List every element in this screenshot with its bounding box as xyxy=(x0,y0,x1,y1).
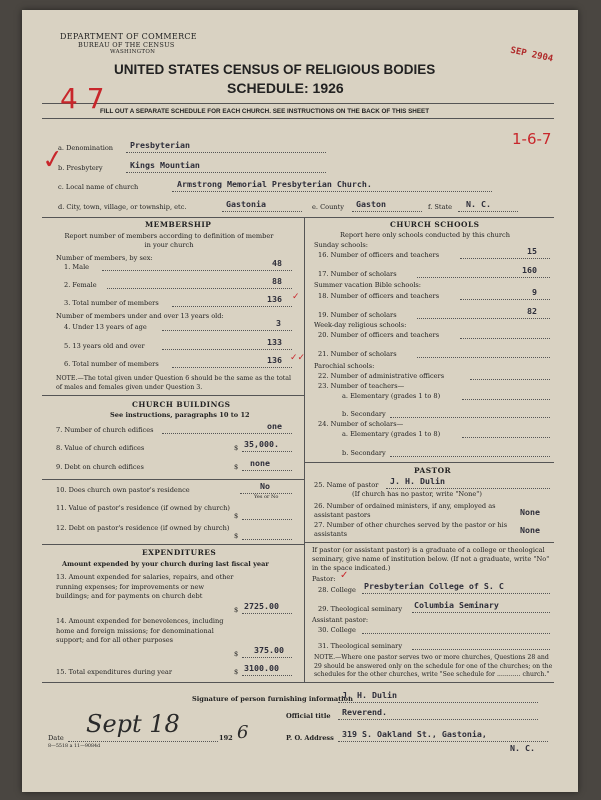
state-value: N. C. xyxy=(466,199,491,209)
denomination-label: a. Denomination xyxy=(58,144,114,152)
q14-value: 375.00 xyxy=(254,645,284,655)
q4-label: 4. Under 13 years of age xyxy=(64,323,147,331)
q7-label: 7. Number of church edifices xyxy=(56,426,154,434)
received-stamp: SEP 2904 xyxy=(509,45,554,65)
q8-value: 35,000. xyxy=(244,439,279,449)
po-address-value: 319 S. Oakland St., Gastonia, xyxy=(342,729,487,739)
county-value: Gaston xyxy=(356,199,386,209)
q23a-label: a. Elementary (grades 1 to 8) xyxy=(342,392,441,400)
q8-label: 8. Value of church edifices xyxy=(56,444,145,452)
church-name-value: Armstrong Memorial Presbyterian Church. xyxy=(177,179,372,189)
q27-label: 27. Number of other churches served by the pastor or his assistants xyxy=(314,521,508,538)
date-value: Sept 18 xyxy=(86,710,180,738)
q13-label: 13. Amount expended for salaries, repairs, and other running expenses; for improvements or new buildings; and for payments on church debt xyxy=(56,573,234,600)
q30-label: 30. College xyxy=(318,626,356,634)
q16-label: 16. Number of officers and teachers xyxy=(318,251,440,259)
date-label: Date xyxy=(48,734,64,742)
q5-label: 5. 13 years old and over xyxy=(64,342,145,350)
q25-label: 25. Name of pastor xyxy=(314,481,379,489)
presbytery-label: b. Presbytery xyxy=(58,164,103,172)
city-town-label: d. City, town, village, or township, etc. xyxy=(58,203,187,211)
sunday-label: Sunday schools: xyxy=(314,241,368,249)
q24b-label: b. Secondary xyxy=(342,449,386,457)
county-label: e. County xyxy=(312,203,344,211)
po-address-label: P. O. Address xyxy=(286,734,334,742)
signature-label: Signature of person furnishing information xyxy=(192,695,353,703)
buildings-heading: CHURCH BUILDINGS xyxy=(132,400,231,409)
pastor-heading: PASTOR xyxy=(414,466,452,475)
official-title-label: Official title xyxy=(286,712,331,720)
q7-value: one xyxy=(267,421,282,431)
q5-value: 133 xyxy=(267,337,282,347)
q25-value: J. H. Dulin xyxy=(390,476,445,486)
q19-value: 82 xyxy=(527,306,537,316)
q6-label: 6. Total number of members xyxy=(64,360,159,368)
q1-label: 1. Male xyxy=(64,263,90,271)
official-title-value: Reverend. xyxy=(342,707,387,717)
bureau-label: BUREAU OF THE CENSUS xyxy=(78,41,175,49)
q25-note: (If church has no pastor, write "None") xyxy=(352,490,482,498)
q18-label: 18. Number of officers and teachers xyxy=(318,292,440,300)
q3-value: 136 xyxy=(267,294,282,304)
red-annotation: 4 7 xyxy=(60,82,105,115)
schools-sub: Report here only schools conducted by this church xyxy=(340,231,510,239)
presbytery-value: Kings Mountian xyxy=(130,160,200,170)
state-label: f. State xyxy=(428,203,453,211)
q16-value: 15 xyxy=(527,246,537,256)
q10-value: No xyxy=(260,481,270,491)
q18-value: 9 xyxy=(532,287,537,297)
q6-value: 136 xyxy=(267,355,282,365)
q15-value: 3100.00 xyxy=(244,663,279,673)
q2-value: 88 xyxy=(272,276,282,286)
q28-value: Presbyterian College of S. C xyxy=(364,581,504,591)
po-address-state: N. C. xyxy=(510,743,535,753)
city-town-value: Gastonia xyxy=(226,199,266,209)
pastor-label: Pastor: xyxy=(312,575,336,583)
pastor-note: NOTE.—Where one pastor serves two or more churches, Questions 28 and 29 should be answered only on the schedule for one of the churches; on the schedules for the other churches, write "See schedule for ............ church." xyxy=(314,654,553,678)
expenditures-sub: Amount expended by your church during last fiscal year xyxy=(62,560,269,568)
members-by-sex-label: Number of members, by sex: xyxy=(56,254,153,262)
q23-label: 23. Number of teachers— xyxy=(318,382,405,390)
weekday-label: Week-day religious schools: xyxy=(314,321,407,329)
expenditures-heading: EXPENDITURES xyxy=(142,548,217,557)
q12-label: 12. Debt on pastor's residence (if owned by church) xyxy=(56,524,230,532)
q20-label: 20. Number of officers and teachers xyxy=(318,331,440,339)
q27-value: None xyxy=(520,525,540,535)
denomination-value: Presbyterian xyxy=(130,140,190,150)
q24a-label: a. Elementary (grades 1 to 8) xyxy=(342,430,441,438)
q29-label: 29. Theological seminary xyxy=(318,605,403,613)
q1-value: 48 xyxy=(272,258,282,268)
summer-label: Summer vacation Bible schools: xyxy=(314,281,422,289)
q11-label: 11. Value of pastor's residence (if owned by church) xyxy=(56,504,230,512)
q9-value: none xyxy=(250,458,270,468)
q26-value: None xyxy=(520,507,540,517)
q23b-label: b. Secondary xyxy=(342,410,386,418)
q19-label: 19. Number of scholars xyxy=(318,311,397,319)
q28-label: 28. College xyxy=(318,586,356,594)
parochial-label: Parochial schools: xyxy=(314,362,375,370)
form-subtitle: SCHEDULE: 1926 xyxy=(227,80,344,96)
q15-label: 15. Total expenditures during year xyxy=(56,668,172,676)
q26-label: 26. Number of ordained ministers, if any, employed as assistant pastors xyxy=(314,502,496,519)
department-label: DEPARTMENT OF COMMERCE xyxy=(60,32,197,41)
q17-value: 160 xyxy=(522,265,537,275)
membership-heading: MEMBERSHIP xyxy=(145,220,212,229)
assistant-pastor-label: Assistant pastor: xyxy=(312,616,369,624)
red-annotation-right: 1-6-7 xyxy=(512,130,552,148)
church-name-label: c. Local name of church xyxy=(58,183,139,191)
q13-value: 2725.00 xyxy=(244,601,279,611)
q10-label: 10. Does church own pastor's residence xyxy=(56,486,190,494)
yes-no-hint: Yes or No xyxy=(254,494,279,500)
q2-label: 2. Female xyxy=(64,281,97,289)
q22-label: 22. Number of administrative officers xyxy=(318,372,445,380)
red-check-mark: ✓ xyxy=(40,143,66,177)
city-label: WASHINGTON xyxy=(110,49,156,55)
form-title: UNITED STATES CENSUS OF RELIGIOUS BODIES xyxy=(114,62,436,77)
age-intro: Number of members under and over 13 years old: xyxy=(56,312,224,320)
form-number: 8—5518 a 11—9084d xyxy=(48,744,101,749)
year-value: 6 xyxy=(237,722,249,743)
schools-heading: CHURCH SCHOOLS xyxy=(390,220,480,229)
buildings-sub: See instructions, paragraphs 10 to 12 xyxy=(110,411,250,419)
q21-label: 21. Number of scholars xyxy=(318,350,397,358)
form-instructions: FILL OUT A SEPARATE SCHEDULE FOR EACH CHURCH. SEE INSTRUCTIONS ON THE BACK OF THIS SHEET xyxy=(100,108,430,115)
signature-value: J. H. Dulin xyxy=(342,690,397,700)
membership-note: NOTE.—The total given under Question 6 should be the same as the total of males and females given under Question 3. xyxy=(56,375,292,391)
q3-label: 3. Total number of members xyxy=(64,299,159,307)
q31-label: 31. Theological seminary xyxy=(318,642,403,650)
q9-label: 9. Debt on church edifices xyxy=(56,463,144,471)
q14-label: 14. Amount expended for benevolences, including home and foreign missions; for denominational support; and for all other purposes xyxy=(56,617,224,644)
membership-intro: Report number of members according to definition of member in your church xyxy=(64,232,274,249)
census-schedule-sheet: DEPARTMENT OF COMMERCE BUREAU OF THE CENSUS WASHINGTON UNITED STATES CENSUS OF RELIGIOUS BODIES SCHEDULE: 1926 FILL OUT A SEPARATE SCHEDULE FOR EACH CHURCH. SEE INSTRUCTIONS ON THE BACK OF THIS SHEET SEP 2904 4 7 1-6-7 ✓ a. Denomination Presbyterian b. Presbytery Kings Mountian c. Local name of church Armstrong Memorial Presbyterian Church. d. City, town, village, or township, etc. Gastonia e. County Gaston f. State N. C. MEMBERSHIP Report number of members according to definition of member in your church Number of members, by sex: 1. Male 48 2. Female 88 3. Total number of members 136 ✓ Number of members under and over 13 years old: 4. Under 13 years of age 3 5. 13 years old and over 133 6. Total number of members 136 ✓✓ NOTE.—The total given under Question 6 should be the same as the total of males and females given under Question 3. CHURCH BUILDINGS See instructions, paragraphs 10 to 12 7. Number of church edifices one 8. Value of church edifices $ 35,000. 9. Debt on church edifices $ none 10. Does church own pastor's residence No Yes or No 11. Value of pastor's residence (if owned by church) $ 12. Debt on pastor's residence (if owned by church) $ EXPENDITURES Amount expended by your church during last fiscal year 13. Amount expended for salaries, repairs, and other running expenses; for improvements or new buildings; and for payments on church debt $ 2725.00 14. Amount expended for benevolences, including home and foreign missions; for denominational support; and for all other purposes $ 375.00 15. Total expenditures during year $ 3100.00 CHURCH SCHOOLS Report here only schools conducted by this church Sunday schools: 16. Number of officers and teachers 15 17. Number of scholars 160 Summer vacation Bible schools: 18. Number of officers and teachers 9 19. Number of scholars 82 Week-day religious schools: 20. Number of officers and teachers 21. Number of scholars Parochial schools: 22. Number of administrative officers 23. Number of teachers— a. Elementary (grades 1 to 8) b. Secondary 24. Number of scholars— a. Elementary (grades 1 to 8) b. Secondary PASTOR 25. Name of pastor J. H. Dulin (If church has no pastor, write "None") 26. Number of ordained ministers, if any, employed as assistant pastors None 27. Number of other churches served by the pastor or his assistants None If pastor (or assistant pastor) is a graduate of a college or theological seminary, give name of institution below. (If not a graduate, write "No" in the space indicated.) Pastor: ✓ 28. College Presbyterian College of S. C 29. Theological seminary Columbia Seminary Assistant pastor: 30. College 31. Theological seminary NOTE.—Where one pastor serves two or more churches, Questions 28 and 29 should be answered only on the schedule for one of the churches; on the schedules for the other churches, write "See schedule for ............ church." Signature of person furnishing information J. H. Dulin Official title Reverend. Date Sept 18 192 6 P. O. Address 319 S. Oakland St., Gastonia, N. C. 8—5518 a 11—9084d xyxy=(22,10,578,792)
q17-label: 17. Number of scholars xyxy=(318,270,397,278)
year-label: 192 xyxy=(219,734,233,742)
q4-value: 3 xyxy=(276,318,281,328)
graduate-note: If pastor (or assistant pastor) is a graduate of a college or theological seminary, give name of institution below. (If not a graduate, write "No" in the space indicated.) xyxy=(312,546,550,572)
q24-label: 24. Number of scholars— xyxy=(318,420,404,428)
q29-value: Columbia Seminary xyxy=(414,600,499,610)
